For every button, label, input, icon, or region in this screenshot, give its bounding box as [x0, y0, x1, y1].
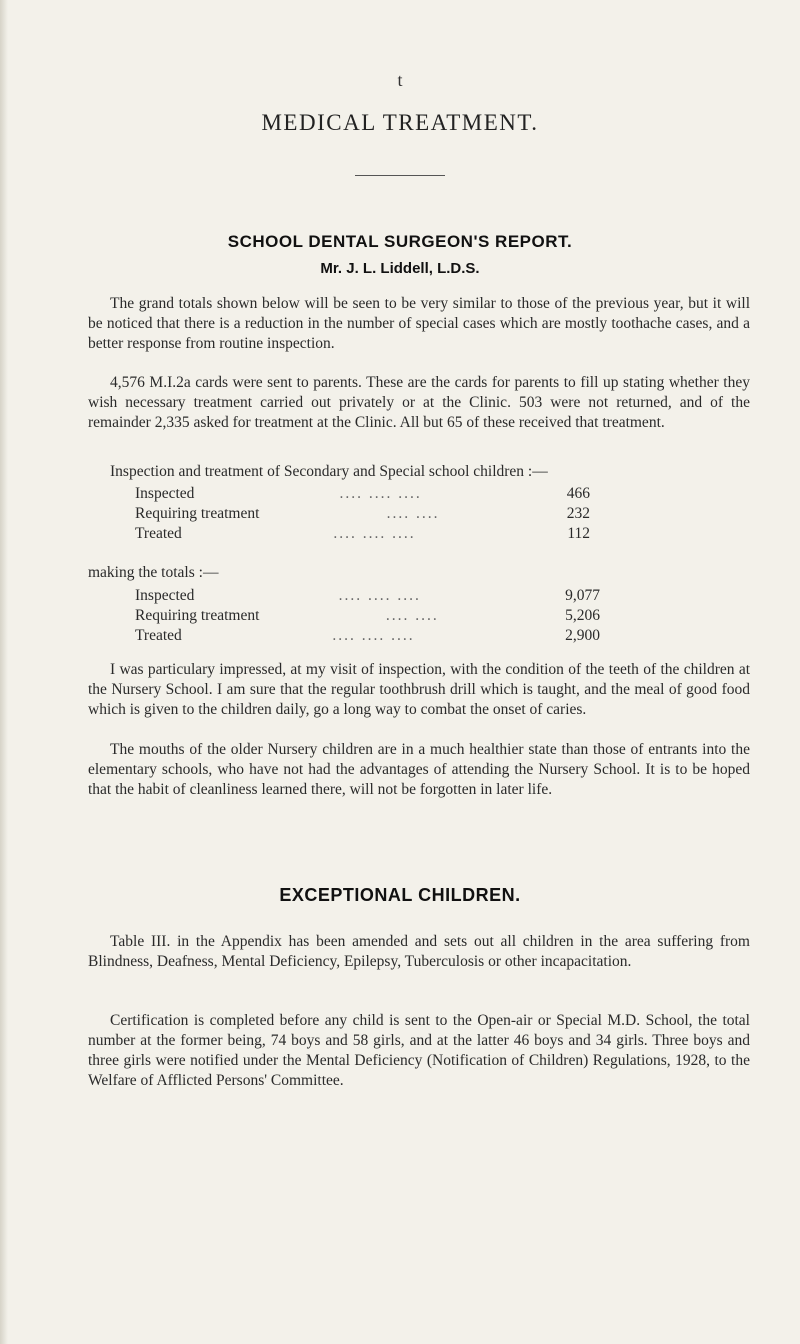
totals-row-treated: [135, 626, 600, 646]
stat-label: Treated: [135, 627, 182, 644]
stat-label: Treated: [135, 525, 182, 542]
secondary-row-requiring: [135, 504, 590, 524]
stat-label: Inspected: [135, 485, 195, 502]
secondary-row-inspected: [135, 484, 590, 504]
dental-paragraph-4: The mouths of the older Nursery children are in a much healthier state than those of entrants into the elementary schools, who have not had the advantages of attending the Nursery School. It is to be hoped that the habit of cleanliness learned there, will not be forgotten in later life.: [88, 741, 750, 798]
dental-paragraph-2: 4,576 M.I.2a cards were sent to parents. These are the cards for parents to fill up stating whether they wish necessary treatment carried out privately or at the Clinic. 503 were not returned, and of the remainder 2,335 asked for treatment at the Clinic. All but 65 of these received that treatment.: [88, 374, 750, 431]
exceptional-children-heading: EXCEPTIONAL CHILDREN.: [279, 885, 521, 905]
page-title: MEDICAL TREATMENT.: [261, 110, 539, 135]
exceptional-paragraph-1: Table III. in the Appendix has been amended and sets out all children in the area suffering from Blindness, Deafness, Mental Deficiency, Epilepsy, Tuberculosis or other incapacitation.: [88, 933, 750, 970]
page-edge-shadow: [0, 0, 8, 1344]
totals-intro: making the totals :—: [88, 564, 219, 581]
page-mark: t: [397, 70, 403, 90]
stat-label: Requiring treatment: [135, 505, 260, 522]
stat-label: Inspected: [135, 587, 195, 604]
leader-dots: .... ....: [385, 607, 439, 624]
stat-label: Requiring treatment: [135, 607, 260, 624]
exceptional-paragraph-2: Certification is completed before any child is sent to the Open-air or Special M.D. School, the total number at the former being, 74 boys and 58 girls, and at the latter 46 boys and 34 girls. Three boys and three girls were notified under the Mental Deficiency (Notification of Children) Regulations, 1928, to the Welfare of Afflicted Persons' Committee.: [88, 1012, 750, 1089]
stat-value: 2,900: [565, 627, 600, 644]
stat-value: 466: [566, 485, 590, 502]
secondary-row-treated: [135, 524, 590, 544]
title-divider: [355, 175, 445, 176]
leader-dots: .... ....: [386, 505, 440, 522]
totals-row-inspected: [135, 586, 600, 606]
stat-value: 232: [566, 505, 590, 522]
leader-dots: .... .... ....: [333, 525, 416, 542]
stat-value: 9,077: [565, 587, 600, 604]
stat-value: 5,206: [565, 607, 600, 624]
dental-paragraph-3: I was particulary impressed, at my visit of inspection, with the condition of the teeth of the children at the Nursery School. I am sure that the regular toothbrush drill which is taught, and the meal of good food which is given to the children daily, go a long way to combat the onset of caries.: [88, 661, 750, 718]
leader-dots: .... .... ....: [339, 485, 422, 502]
dental-paragraph-1: The grand totals shown below will be seen to be very similar to those of the previous year, but it will be noticed that there is a reduction in the number of special cases which are mostly toothache cases, and a better response from routine inspection.: [88, 295, 750, 352]
secondary-intro: Inspection and treatment of Secondary and Special school children :—: [110, 463, 548, 480]
leader-dots: .... .... ....: [338, 587, 421, 604]
totals-row-requiring: [135, 606, 600, 626]
stat-value: 112: [567, 525, 590, 542]
report-author: Mr. J. L. Liddell, L.D.S.: [320, 260, 480, 277]
dental-report-heading: SCHOOL DENTAL SURGEON'S REPORT.: [227, 232, 573, 251]
leader-dots: .... .... ....: [332, 627, 415, 644]
